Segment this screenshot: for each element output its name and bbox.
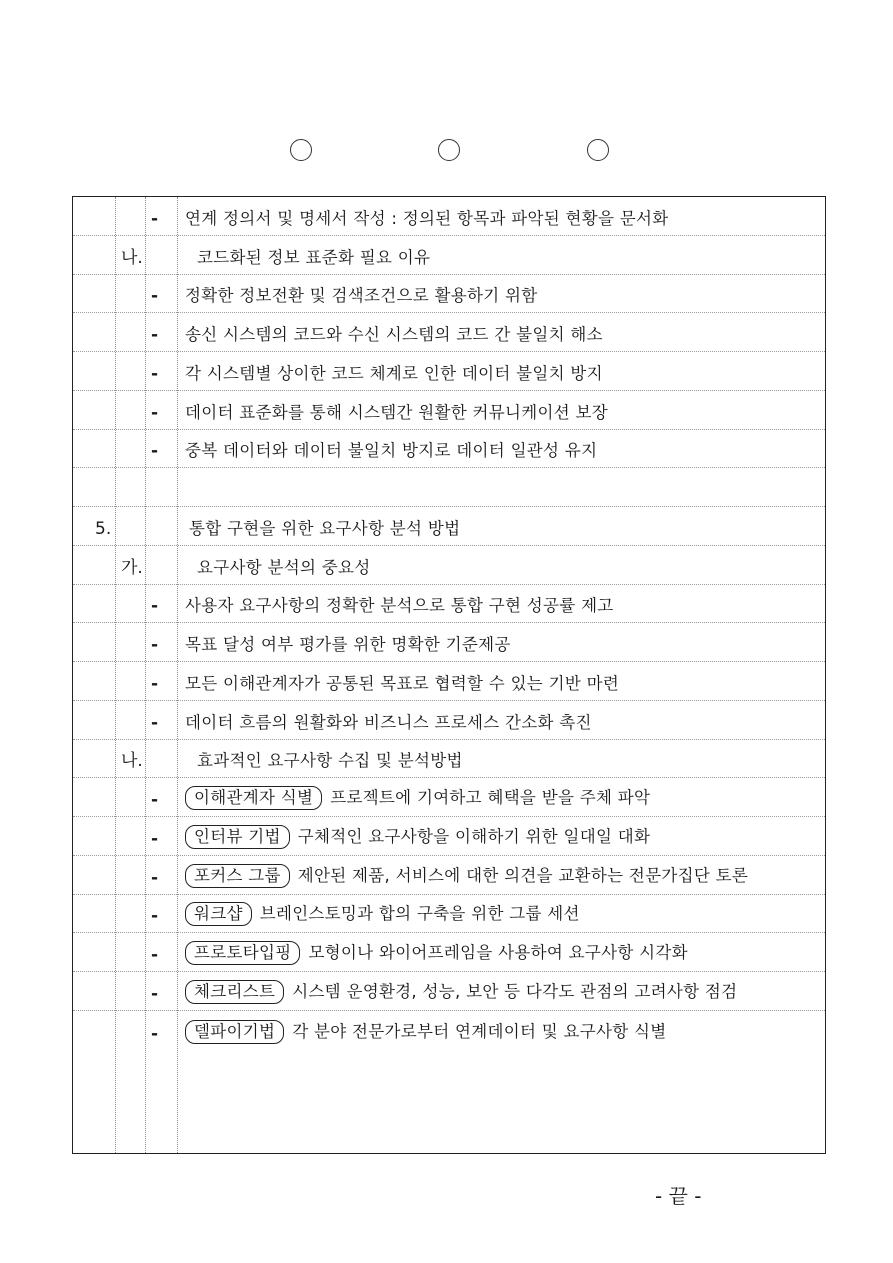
line-text: [185, 864, 748, 888]
bullet-dash: -: [151, 712, 159, 733]
bullet-dash: -: [151, 945, 159, 965]
heading-text: [197, 248, 430, 268]
line-text-content: 데이터 흐름의 원활화와 비즈니스 프로세스 간소화 촉진: [185, 712, 592, 732]
bullet-dash: -: [151, 635, 159, 655]
line-row: [73, 623, 825, 662]
boxed-term: 델파이기법: [185, 1020, 284, 1044]
heading-text: [189, 519, 460, 539]
line-row: [73, 546, 825, 585]
line-row: [73, 313, 825, 352]
boxed-term: 체크리스트: [185, 980, 284, 1004]
line-row: [73, 817, 825, 856]
line-row: [73, 778, 825, 817]
line-text-content: 브레인스토밍과 합의 구축을 위한 그룹 세션: [259, 904, 580, 924]
heading-text: [197, 751, 463, 771]
line-text: [185, 286, 538, 306]
line-text: [185, 786, 650, 810]
binder-hole-left: [290, 139, 312, 161]
text-rows: [73, 197, 825, 1153]
bullet-dash: -: [151, 402, 159, 423]
binder-hole-center: [438, 139, 460, 161]
bullet-dash: -: [151, 596, 159, 617]
line-text-content: 모형이나 와이어프레임을 사용하여 요구사항 시각화: [308, 943, 688, 962]
line-text-content: 프로젝트에 기여하고 혜택을 받을 주체 파악: [330, 788, 651, 807]
subsection-marker: 나.: [121, 751, 143, 772]
line-text-content: 중복 데이터와 데이터 불일치 방지로 데이터 일관성 유지: [185, 441, 598, 461]
line-text-content: 데이터 표준화를 통해 시스템간 원활한 커뮤니케이션 보장: [185, 402, 609, 422]
bullet-dash: -: [151, 325, 159, 345]
line-text-content: 송신 시스템의 코드와 수신 시스템의 코드 간 불일치 해소: [185, 325, 603, 344]
line-text-content: 시스템 운영환경, 성능, 보안 등 다각도 관점의 고려사항 점검: [292, 981, 738, 1001]
subsection-marker: 나.: [121, 247, 143, 268]
answer-sheet: [72, 196, 826, 1154]
line-text-content: 제안된 제품, 서비스에 대한 의견을 교환하는 전문가집단 토론: [297, 865, 749, 885]
line-text: [185, 596, 614, 616]
line-text: [185, 941, 688, 965]
line-text: [185, 325, 603, 345]
line-row: [73, 391, 825, 430]
bullet-dash: -: [151, 363, 159, 384]
line-text: [185, 364, 603, 384]
line-text: [185, 635, 511, 655]
line-text: [185, 441, 597, 461]
line-text: [185, 403, 608, 423]
line-row: [73, 856, 825, 895]
line-text-content: 구체적인 요구사항을 이해하기 위한 일대일 대화: [297, 826, 651, 846]
line-text-content: 통합 구현을 위한 요구사항 분석 방법: [189, 518, 461, 538]
line-text: [185, 902, 580, 926]
bullet-dash: -: [151, 906, 159, 927]
subsection-marker: 가.: [121, 557, 143, 578]
line-row: [73, 468, 825, 507]
line-text-content: 연계 정의서 및 명세서 작성 : 정의된 항목과 파악된 현황을 문서화: [185, 208, 669, 228]
end-mark: - 끝 -: [655, 1184, 702, 1208]
line-text: [185, 713, 592, 733]
heading-text: [197, 558, 370, 578]
line-text: [185, 1020, 667, 1044]
boxed-term: 워크샵: [185, 902, 252, 926]
bullet-dash: -: [151, 867, 159, 888]
line-text-content: 목표 달성 여부 평가를 위한 명확한 기준제공: [185, 635, 511, 654]
bullet-dash: -: [151, 286, 159, 307]
line-row: [73, 740, 825, 779]
line-text-content: 각 분야 전문가로부터 연계데이터 및 요구사항 식별: [292, 1021, 667, 1041]
section-number: 5.: [95, 518, 112, 539]
boxed-term: 이해관계자 식별: [185, 786, 322, 810]
line-text: [185, 980, 737, 1004]
line-row: [73, 275, 825, 314]
boxed-term: 프로토타입핑: [185, 941, 300, 965]
line-row: [73, 197, 825, 236]
bullet-dash: -: [151, 828, 159, 849]
bullet-dash: -: [151, 983, 159, 1004]
line-row: [73, 430, 825, 469]
line-text-content: 정확한 정보전환 및 검색조건으로 활용하기 위함: [185, 286, 538, 306]
line-row: [73, 662, 825, 701]
line-text: [185, 825, 650, 849]
line-row: [73, 1011, 825, 1050]
line-row: [73, 701, 825, 740]
line-text-content: 각 시스템별 상이한 코드 체계로 인한 데이터 불일치 방지: [185, 363, 603, 383]
line-row: [73, 585, 825, 624]
binder-hole-right: [587, 139, 609, 161]
bullet-dash: -: [151, 441, 159, 462]
line-text-content: 요구사항 분석의 중요성: [197, 557, 371, 577]
line-text-content: 효과적인 요구사항 수집 및 분석방법: [197, 751, 463, 771]
bullet-dash: -: [151, 673, 159, 694]
line-text-content: 모든 이해관계자가 공통된 목표로 협력할 수 있는 기반 마련: [185, 673, 620, 693]
bullet-dash: -: [151, 208, 159, 229]
line-row: [73, 236, 825, 275]
line-text-content: 코드화된 정보 표준화 필요 이유: [197, 247, 431, 267]
bullet-dash: -: [151, 1023, 159, 1044]
boxed-term: 인터뷰 기법: [185, 825, 290, 849]
line-row: [73, 895, 825, 934]
line-row: [73, 972, 825, 1011]
line-text: [185, 674, 619, 694]
bullet-dash: -: [151, 790, 159, 810]
line-row: [73, 352, 825, 391]
line-row: [73, 507, 825, 546]
boxed-term: 포커스 그룹: [185, 864, 290, 888]
line-row: [73, 933, 825, 972]
line-text: [185, 209, 669, 229]
line-text-content: 사용자 요구사항의 정확한 분석으로 통합 구현 성공률 제고: [185, 596, 614, 616]
